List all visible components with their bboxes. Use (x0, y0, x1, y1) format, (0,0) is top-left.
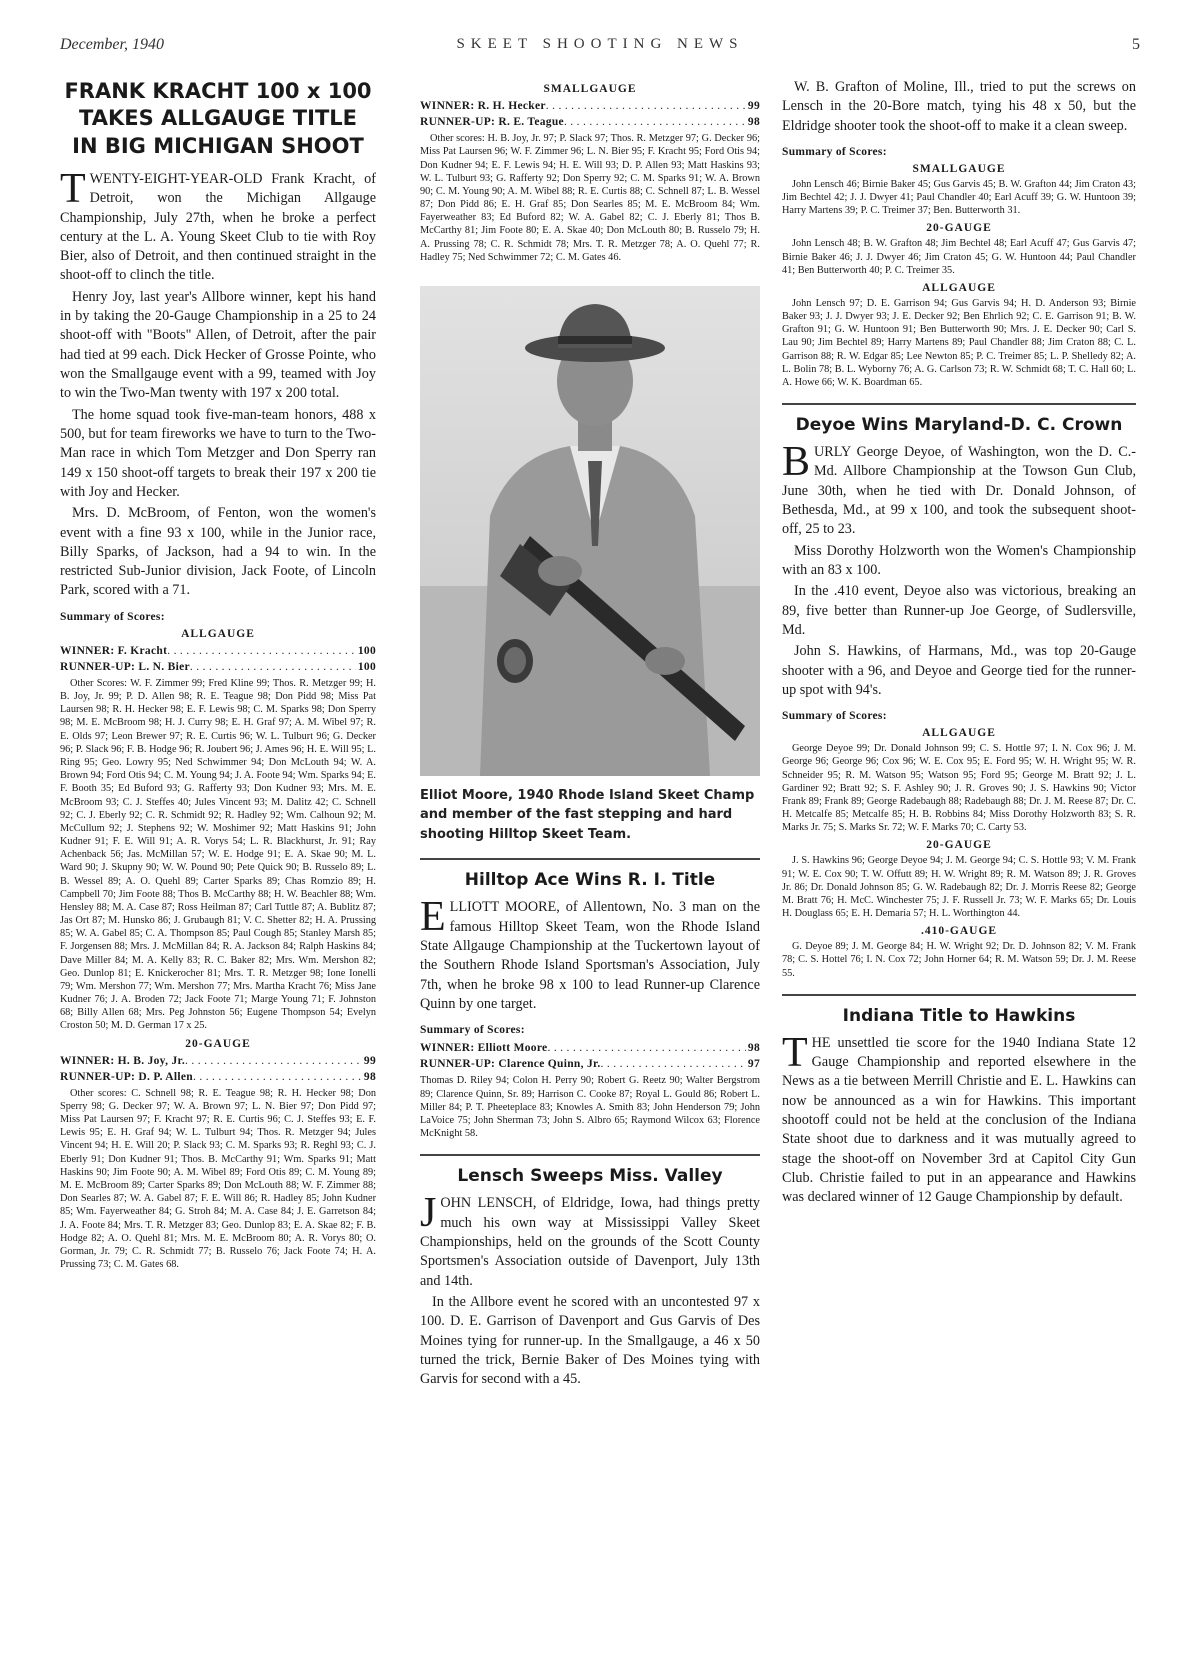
smallgauge-label: SMALLGAUGE (912, 162, 1006, 175)
lensch-headline: Lensch Sweeps Miss. Valley (457, 1166, 723, 1187)
winner-line (420, 98, 760, 114)
paragraph-text: URLY George Deyoe, of Washington, won the D. C.-Md. Allbore Championship at the Towson Gun Club, June 30th, when he tied with Dr. Donald Johnson, of Bethesda, Md., at 99 x 100, and took the subsequent shoot-off, 25 to 23. (782, 444, 1136, 538)
kracht-paragraph-1 (60, 165, 376, 286)
issue-date: December, 1940 (60, 36, 164, 53)
allgauge-label: ALLGAUGE (922, 281, 996, 294)
winner-name: WINNER: H. B. Joy, Jr. (60, 1054, 186, 1067)
paragraph-text: OHN LENSCH, of Eldridge, Iowa, had things pretty much his own way at Mississippi Valley Skeet Championships, held on the grounds of the Scott County Sportsmen's Association outside of Davenport, July 13th and 14th. (420, 1195, 760, 1289)
divider (420, 858, 760, 860)
smallgauge-other-scores: Other scores: H. B. Joy, Jr. 97; P. Slack 97; Thos. R. Metzger 97; G. Decker 96; Miss Pat Laursen 96; W. F. Zimmer 96; L. N. Bier 95; F. Kracht 95; Ford Otis 94; Don Kudner 94; E. F. Lewis 94; H. E. Will 93; D. P. Allen 93; Matt Haskins 93; W. L. Tulburt 93; G. Rafferty 92; Don Sperry 92; C. M. Sparks 91; W. A. Brown 90; C. M. Young 90; A. M. Wibel 88; R. E. Curtis 88; C. Schnell 87; L. B. Wessel 87; Don Pidd 86; E. H. Graf 85; Don Searles 85; M. E. McBroom 84; Wm. Fayerweather 83; Ed Buford 82; W. A. Gabel 82; C. J. Eberly 81; Thos B. McCarthy 81; Jim Foote 80; E. A. Skae 40; Don McLouth 80; B. Russelo 79; H. A. Prussing 78; C. R. Schmidt 78; Mrs. T. R. Metzger 78; A. O. Quehl 77; R. Hadley 75; Ned Schwimmer 72; C. M. Gates 46. (420, 133, 760, 263)
column-right (782, 78, 1136, 1648)
lensch-paragraph-3: W. B. Grafton of Moline, Ill., tried to put the screws on Lensch in the 20-Bore match, tying his 48 x 50, but the Eldridge shooter took the shoot-off to make it a clean sweep. (782, 79, 1136, 134)
summary-label: Summary of Scores: (782, 710, 887, 723)
moore-headline: Hilltop Ace Wins R. I. Title (464, 870, 716, 891)
runner-up-line (420, 114, 760, 130)
winner-line (60, 643, 376, 659)
winner-score: 99 (363, 1054, 376, 1067)
runner-up-name: RUNNER-UP: Clarence Quinn, Jr. (420, 1058, 601, 1071)
headline-line-3: IN BIG MICHIGAN SHOOT (72, 133, 364, 158)
lensch-allgauge-scores: John Lensch 97; D. E. Garrison 94; Gus Garvis 94; H. D. Anderson 93; Birnie Baker 93; J. J. Dwyer 93; J. E. Decker 92; Ben Ehrlich 92; C. E. Garrison 91; B. W. Grafton 91; G. W. Huntoon 91; Ben Butterworth 90; Mrs. J. E. Decker 90; Carl S. Lau 90; Jim Bechtel 89; Harry Martens 89; Paul Chandler 88; Jim Craton 88; C. L. Garrison 88; R. W. Edgar 85; Lee Newton 85; P. C. Treimer 85; L. P. Shelledy 82; A. L. Bolin 78; B. L. Wyborny 76; A. G. Carlson 73; R. W. Schmidt 68; T. C. Hall 60; L. A. Howe 66; W. K. Boardman 65. (782, 297, 1136, 388)
winner-name: WINNER: R. H. Hecker (420, 100, 546, 112)
allgauge-label: ALLGAUGE (181, 627, 255, 640)
summary-label: Summary of Scores: (60, 610, 165, 623)
lensch-smallgauge-scores: John Lensch 46; Birnie Baker 45; Gus Garvis 45; B. W. Grafton 44; Jim Craton 43; Jim Bechtel 42; J. J. Dwyer 41; Paul Chandler 40; Earl Acuff 39; G. W. Huntoon 39; Harry Martens 39; P. C. Treimer 37; Ben. Butterworth 31. (782, 178, 1136, 217)
kracht-paragraph-3: The home squad took five-man-team honors, 488 x 500, but for team fireworks we have to turn to the Two-Man race in which Tom Metzger and Don Sperry ran 149 x 150 shoot-off targets to break their 197 x 200 tie with Joy and Hecker. (60, 406, 376, 500)
deyoe-four-ten-scores: G. Deyoe 89; J. M. George 84; H. W. Wright 92; Dr. D. Johnson 82; V. M. Frank 78; C. S. Hottel 76; I. N. Cox 72; John Horner 64; R. M. Watson 59; Dr. J. M. Reese 55. (782, 941, 1136, 979)
headline-line-1: FRANK KRACHT 100 x 100 (64, 79, 372, 103)
dropcap: J (420, 1190, 437, 1237)
summary-label: Summary of Scores: (420, 1024, 525, 1037)
divider (782, 403, 1136, 405)
headline-line-2: TAKES ALLGAUGE TITLE (79, 106, 357, 131)
runner-up-line (420, 1056, 760, 1072)
allgauge-label: ALLGAUGE (922, 727, 996, 740)
runner-up-score: 98 (747, 116, 760, 129)
deyoe-twenty-gauge-scores: J. S. Hawkins 96; George Deyoe 94; J. M. George 94; C. S. Hottle 93; V. M. Frank 91; W. E. Cox 90; T. W. Offutt 89; H. W. Wright 89; R. M. Watson 89; J. R. Groves Jr. 86; Dr. Donald Johnson 85; G. W. Radebaugh 82; Dr. J. Morris Reese 82; George M. Bratt 76; H. McC. Winchester 75; J. F. Russell Jr. 73; W. F. Marks 65; Dr. Louis H. Douglass 65; E. H. Demaria 57; H. L. Worthington 44. (782, 855, 1136, 920)
lensch-twenty-gauge-scores: John Lensch 48; B. W. Grafton 48; Jim Bechtel 48; Earl Acuff 47; Gus Garvis 47; Birnie Baker 46; J. J. Dwyer 46; Jim Craton 45; G. W. Huntoon 44; Paul Chandler 41; Ben Butterworth 40; P. C. Treimer 35. (782, 238, 1136, 276)
deyoe-allgauge-scores: George Deyoe 99; Dr. Donald Johnson 99; C. S. Hottle 97; I. N. Cox 96; J. M. George 96; George 96; Cox 96; W. E. Cox 95; E. Ford 95; W. H. Wright 95; W. R. Schneider 95; R. M. Watson 95; Watson 95; Ford 95; George M. Bratt 92; J. L. Gardiner 92; Bratt 92; S. F. Ashley 90; J. R. Groves 90; J. S. Hawkins 90; Victor Frank 89; Frank 89; George Radebaugh 88; Radebaugh 88; Dr. J. M. Reese 87; Dr. C. H. Metcalfe 85; Metcalfe 85; H. B. Robbins 84; Miss Dorothy Holzworth 83; S. R. Marks Jr. 75; S. Marks Sr. 72; W. F. Marks 70; C. Carty 53. (782, 743, 1136, 834)
dropcap: E (420, 894, 446, 941)
runner-up-line (60, 659, 376, 675)
magazine-title: SKEET SHOOTING NEWS (456, 36, 744, 52)
winner-score: 100 (357, 644, 376, 657)
paragraph-text: HE unsettled tie score for the 1940 Indiana State 12 Gauge Championship and reported elsewhere in the News as a tie between Merrill Christie and E. L. Hawkins can now be announced as a win for Hawkins. This important shootoff could not be held at the conclusion of the Indiana State shoot due to darkness and it was mutually agreed to stage the shoot-off on November 3rd at Capitol City Gun Club. Christie failed to put in an appearance and Hawkins was declared winner of 12 Gauge Championship by default. (782, 1034, 1136, 1206)
lensch-paragraph-2: In the Allbore event he scored with an uncontested 97 x 100. D. E. Garrison of Davenport and Gus Garvis of Des Moines tying for runner-up. In the Smallgauge, a 46 x 50 turned the trick, Bernie Baker of Des Moines tying with Garvis for second with a 45. (420, 1293, 760, 1388)
page-number: 5 (1132, 36, 1140, 53)
elliot-moore-photo (420, 286, 760, 776)
divider (782, 994, 1136, 996)
dropcap: B (782, 439, 811, 486)
runner-up-name: RUNNER-UP: R. E. Teague (420, 116, 564, 129)
twenty-gauge-other-scores: Other scores: C. Schnell 98; R. E. Teague 98; R. H. Hecker 98; Don Sperry 98; G. Decker 97; W. A. Brown 97; L. N. Bier 97; Don Pidd 97; Miss Pat Laursen 97; F. Kracht 97; R. E. Curtis 96; C. J. Steffes 93; E. F. Lewis 95; E. H. Graf 94; W. L. Tulburt 94; Thos. R. Metzger 94; Jules Vincent 94; H. E. Will 20; P. Slack 93; C. M. Sparks 93; R. Reghl 93; C. J. Eberly 91; Don Kudner 91; Thos. B. McCarthy 91; Wm. Sparks 91; Matt Haskins 90; Jim Foote 90; A. M. Wibel 89; Ford Otis 89; C. M. Young 89; M. E. McBroom 89; Carter Sparks 89; Don McLouth 88; W. F. Zimmer 88; Don Searles 87; W. A. Gabel 87; F. E. Will 86; R. Hadley 85; John Kudner 85; Wm. Fayerweather 84; G. Stroh 84; M. A. Case 84; J. E. Garretson 84; J. A. Foote 84; Mrs. T. R. Metzger 83; Geo. Dunlop 83; E. A. Skae 82; F. B. Hodge 82; A. O. Quehl 81; Mrs. M. E. McBroom 80; A. R. Vorys 80; O. Gorman, Jr. 79; C. R. Schmidt 77; B. Russelo 76; Jack Foote 74; H. A. Prussing 73; C. M. Gates 68. (60, 1087, 376, 1271)
lensch-paragraph-1 (420, 1190, 760, 1291)
twenty-gauge-label: 20-GAUGE (926, 839, 992, 852)
paragraph-text: WENTY-EIGHT-YEAR-OLD Frank Kracht, of Detroit, won the Michigan Allgauge Championship, July 27th, when he broke a perfect century at the L. A. Young Skeet Club to tie with Roy Bier, also of Detroit, and then continued straight in the shoot-off to clinch the title. (60, 170, 376, 284)
moore-other-scores: Thomas D. Riley 94; Colon H. Perry 90; Robert G. Reetz 90; Walter Bergstrom 89; Clarence Quinn, Sr. 89; Harrison C. Cooke 87; Royal L. Gould 86; Robert L. Miller 84; P. T. Pheeteplace 83; Knowles A. Smith 83; John Henderson 79; John LaVoice 75; John Sherman 73; John S. Albro 65; Raymond Wilcox 63; Florence McKnight 58. (420, 1075, 760, 1140)
winner-name: WINNER: F. Kracht (60, 644, 168, 657)
four-ten-gauge-label: .410-GAUGE (920, 925, 998, 938)
runner-up-score: 98 (363, 1070, 376, 1083)
winner-line (420, 1040, 760, 1056)
dropcap: T (782, 1029, 808, 1076)
kracht-headline (60, 78, 376, 160)
runner-up-name: RUNNER-UP: L. N. Bier (60, 660, 190, 673)
divider (420, 1154, 760, 1156)
runner-up-score: 97 (747, 1058, 760, 1071)
kracht-paragraph-2: Henry Joy, last year's Allbore winner, kept his hand in by taking the 20-Gauge Championship in a 25 to 24 shoot-off with "Boots" Allen, of Detroit, after the pair had tied at 99 each. Dick Hecker of Grosse Pointe, who won the Smallgauge event with a 99, teamed with Joy to win the Two-Man twenty with 197 x 200 total. (60, 288, 376, 402)
runner-up-line (60, 1069, 376, 1085)
photo-caption: Elliot Moore, 1940 Rhode Island Skeet Champ and member of the fast stepping and hard shooting Hilltop Skeet Team. (420, 787, 755, 842)
twenty-gauge-label: 20-GAUGE (185, 1037, 251, 1050)
deyoe-paragraph-1 (782, 439, 1136, 540)
deyoe-headline: Deyoe Wins Maryland-D. C. Crown (795, 415, 1123, 436)
twenty-gauge-label: 20-GAUGE (926, 222, 992, 235)
dropcap: T (60, 165, 86, 212)
winner-line (60, 1053, 376, 1069)
hawkins-headline: Indiana Title to Hawkins (842, 1005, 1076, 1026)
winner-name: WINNER: Elliott Moore (420, 1042, 548, 1055)
hawkins-paragraph-1 (782, 1029, 1136, 1208)
runner-up-score: 100 (357, 660, 376, 673)
smallgauge-label: SMALLGAUGE (543, 83, 637, 95)
column-middle (420, 78, 760, 1648)
running-head (60, 36, 1140, 60)
winner-score: 99 (747, 100, 760, 112)
deyoe-paragraph-3: In the .410 event, Deyoe also was victorious, breaking an 89, five better than Runner-up Joe George, of Sudlersville, Md. (782, 583, 1136, 638)
runner-up-name: RUNNER-UP: D. P. Allen (60, 1070, 193, 1083)
paragraph-text: LLIOTT MOORE, of Allentown, No. 3 man on the famous Hilltop Skeet Team, won the Rhode Island State Allgauge Championship at the Tuckertown layout of the Southern Rhode Island Sportsman's Association, July 7th, when he broke 98 x 100 to lead Runner-up Clarence Quinn by one target. (420, 899, 760, 1012)
kracht-paragraph-4: Mrs. D. McBroom, of Fenton, won the women's event with a fine 93 x 100, while in the Junior race, Billy Sparks, of Jackson, had a 94 to win. In the restricted Sub-Junior division, Jack Foote, of Lincoln Park, scored with a 71. (60, 505, 376, 599)
deyoe-paragraph-4: John S. Hawkins, of Harmans, Md., was top 20-Gauge shooter with a 96, and Deyoe and George tied for the runner-up spot with 94's. (782, 643, 1136, 698)
shooter-portrait-illustration (420, 286, 760, 776)
column-left (60, 78, 376, 1648)
allgauge-other-scores: Other Scores: W. F. Zimmer 99; Fred Kline 99; Thos. R. Metzger 99; H. B. Joy, Jr. 99; P. D. Allen 98; R. E. Teague 98; Don Pidd 98; Miss Pat Laursen 98; R. H. Hecker 98; E. F. Lewis 98; C. M. Sparks 98; Don Sperry 98; M. E. McBroom 98; H. J. Curry 98; E. H. Graf 97; A. M. Wibel 97; R. E. Olds 97; Leon Brewer 97; R. E. Curtis 96; W. L. Tulburt 96; G. Decker 96; P. Slack 96; F. B. Hodge 96; R. Joubert 96; J. Ames 96; H. E. Will 95; L. Ring 95; Geo. Lowry 95; Ned Schwimmer 94; Don McLouth 94; W. A. Brown 94; Ford Otis 94; C. M. Young 94; J. A. Foote 94; Wm. Sparks 94; E. F. Booth 35; Ed Buford 93; G. Rafferty 93; Don Kudner 93; Mrs. M. E. McBroom 93; C. J. Steffes 40; Jules Vincent 93; M. Dalitz 42; C. Schnell 92; C. J. Eberly 92; C. R. Schmidt 92; R. Hadley 92; Wm. Calhoun 92; M. McCullum 92; J. Stephens 92; W. Moshimer 92; Matt Haskins 91; John Kudner 91; F. E. Will 91; A. R. Vorys 54; L. R. Blackhurst, Jr. 91; Ray Achenback 56; Jas. McMillan 57; W. E. Hodge 91; E. A. Skae 90; M. L. Ward 90; J. Skupny 90; W. W. Pound 90; Pete Quick 90; B. Russelo 89; L. B. Wessel 89; A. O. Quehl 89; Carter Sparks 89; Chas Romzio 89; H. Campbell 70; Jim Foote 88; Thos B. McCarthy 88; H. W. Beachler 88; Wm. Hensley 88; M. A. Case 87; Ross Heilman 87; Carl Tuttle 87; A. Bublitz 87; Jas Ort 87; M. Hunsko 86; J. Grubaugh 81; V. C. Shetter 82; H. A. Prussing 85; W. A. Gabel 85; C. A. Thompson 85; Paul Cough 85; Stanley Marsh 85; F. Jorgensen 88; Mrs. J. McMillan 84; R. A. Jackson 84; Ralph Haskins 84; Dave Miller 84; M. A. Kelly 83; R. C. Baker 82; Mrs. Wm. Mershon 82; Geo. Dunlop 81; E. Knickerocher 81; Mrs. T. R. Metzger 98; Ione Ionelli 79; Wm. Mershon 77; Wm. Mershon 77; Mrs. Martha Kracht 76; Miss Jane Kudner 76; J. A. Broden 72; Jack Foote 71; Marge Young 71; F. Johnston 68; Billy Allen 68; Mrs. Peg Johnston 56; Eugene Thompson 54; Evelyn Croston 50; M. D. German 17 x 25. (60, 677, 376, 1032)
winner-score: 98 (747, 1042, 760, 1055)
moore-paragraph-1 (420, 894, 760, 1014)
deyoe-paragraph-2: Miss Dorothy Holzworth won the Women's Championship with an 83 x 100. (782, 542, 1136, 579)
summary-label: Summary of Scores: (782, 145, 887, 158)
